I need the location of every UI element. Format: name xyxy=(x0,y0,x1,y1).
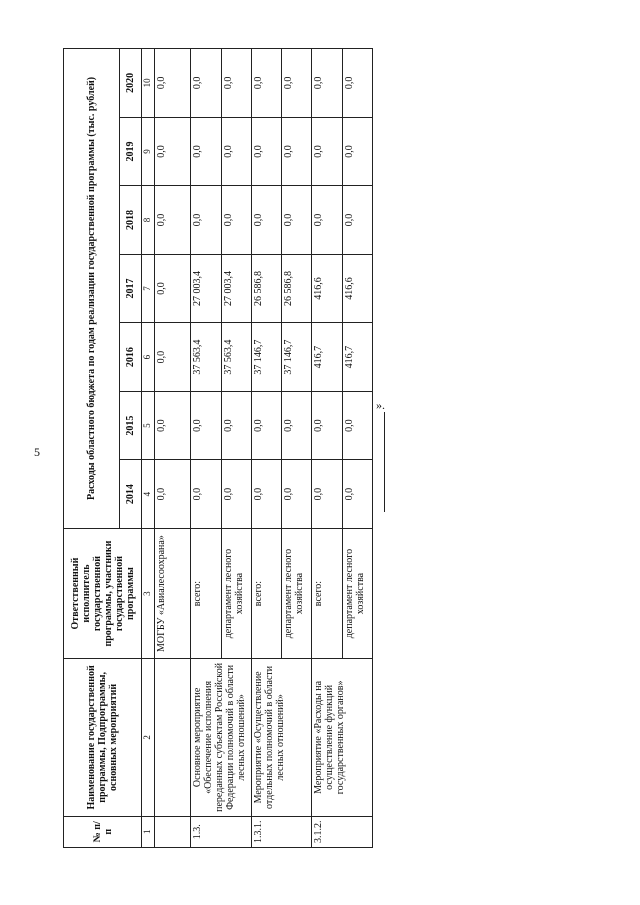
row-value: 416,6 xyxy=(312,254,342,323)
closing-mark: ». xyxy=(376,398,385,412)
row-value: 0,0 xyxy=(191,186,221,255)
index-cell: 10 xyxy=(142,49,155,118)
closing-line xyxy=(384,412,385,512)
row-value: 416,7 xyxy=(342,323,372,392)
header-year: 2016 xyxy=(120,323,142,392)
row-executor: всего: xyxy=(312,528,342,658)
row-value: 0,0 xyxy=(191,460,221,529)
row-value: 37 146,7 xyxy=(282,323,312,392)
index-row xyxy=(142,49,155,848)
header-year: 2017 xyxy=(120,254,142,323)
header-year: 2014 xyxy=(120,460,142,529)
header-executor: Ответственный исполнитель государственной программы, участники государственной программы xyxy=(64,528,142,658)
row-value: 0,0 xyxy=(251,460,281,529)
row-executor: МОГБУ «Авиалесоохрана» xyxy=(154,528,190,658)
row-value: 0,0 xyxy=(191,49,221,118)
row-value: 0,0 xyxy=(251,117,281,186)
row-value: 27 003,4 xyxy=(191,254,221,323)
row-value: 0,0 xyxy=(251,391,281,460)
row-value: 0,0 xyxy=(312,460,342,529)
index-cell: 1 xyxy=(142,816,155,847)
row-num: 1.3.1. xyxy=(251,816,312,847)
row-name: Мероприятие «Осуществление отдельных полномочий в области лесных отношений» xyxy=(251,659,312,816)
row-num: 3.1.2. xyxy=(312,816,373,847)
row-value: 0,0 xyxy=(342,460,372,529)
header-year: 2018 xyxy=(120,186,142,255)
row-value: 0,0 xyxy=(191,117,221,186)
row-value: 0,0 xyxy=(312,49,342,118)
index-cell: 6 xyxy=(142,323,155,392)
row-value: 0,0 xyxy=(312,186,342,255)
row-value: 416,7 xyxy=(312,323,342,392)
row-executor: департамент лесного хозяйства xyxy=(221,528,251,658)
rotated-table-container xyxy=(63,48,373,848)
row-value: 0,0 xyxy=(154,391,190,460)
header-year: 2019 xyxy=(120,117,142,186)
index-cell: 2 xyxy=(142,659,155,816)
row-value: 0,0 xyxy=(312,117,342,186)
row-value: 0,0 xyxy=(342,391,372,460)
row-value: 0,0 xyxy=(282,391,312,460)
row-value: 0,0 xyxy=(154,186,190,255)
row-value: 37 563,4 xyxy=(191,323,221,392)
header-year: 2015 xyxy=(120,391,142,460)
page-number: 5 xyxy=(34,445,40,459)
row-value: 0,0 xyxy=(221,460,251,529)
row-value: 0,0 xyxy=(282,49,312,118)
row-executor: департамент лесного хозяйства xyxy=(342,528,372,658)
row-value: 37 563,4 xyxy=(221,323,251,392)
header-expenses: Расходы областного бюджета по годам реализации государственной программы (тыс. рублей) xyxy=(64,49,120,529)
row-executor: всего: xyxy=(191,528,221,658)
row-value: 0,0 xyxy=(342,49,372,118)
index-cell: 3 xyxy=(142,528,155,658)
index-cell: 5 xyxy=(142,391,155,460)
header-name: Наименование государственной программы, Подпрограммы, основных мероприятий xyxy=(64,659,142,816)
row-value: 0,0 xyxy=(191,391,221,460)
row-value: 0,0 xyxy=(221,186,251,255)
row-value: 0,0 xyxy=(154,49,190,118)
row-value: 0,0 xyxy=(342,186,372,255)
row-name: Мероприятие «Расходы на осуществление функций государственных органов» xyxy=(312,659,373,816)
row-value: 0,0 xyxy=(154,117,190,186)
row-value: 0,0 xyxy=(282,460,312,529)
row-value: 26 586,8 xyxy=(282,254,312,323)
row-value: 0,0 xyxy=(154,460,190,529)
table-row xyxy=(191,49,221,848)
row-value: 0,0 xyxy=(342,117,372,186)
row-name: Основное мероприятие «Обеспечение исполнения переданных субъектам Российской Федерации полномочий в области лесных отношений» xyxy=(191,659,252,816)
row-value: 416,6 xyxy=(342,254,372,323)
row-value: 0,0 xyxy=(282,186,312,255)
row-value: 37 146,7 xyxy=(251,323,281,392)
row-executor: департамент лесного хозяйства xyxy=(282,528,312,658)
row-value: 0,0 xyxy=(221,117,251,186)
row-value: 0,0 xyxy=(154,323,190,392)
row-num xyxy=(154,816,190,847)
row-value: 0,0 xyxy=(312,391,342,460)
index-cell: 9 xyxy=(142,117,155,186)
budget-table xyxy=(63,48,373,848)
row-value: 0,0 xyxy=(251,49,281,118)
row-value: 27 003,4 xyxy=(221,254,251,323)
row-num: 1.3. xyxy=(191,816,252,847)
table-row xyxy=(251,49,281,848)
row-value: 0,0 xyxy=(251,186,281,255)
row-value: 0,0 xyxy=(154,254,190,323)
row-value: 0,0 xyxy=(221,49,251,118)
row-value: 0,0 xyxy=(221,391,251,460)
row-value: 0,0 xyxy=(282,117,312,186)
header-num: № п/п xyxy=(64,816,142,847)
table-row xyxy=(312,49,342,848)
row-value: 26 586,8 xyxy=(251,254,281,323)
index-cell: 7 xyxy=(142,254,155,323)
table-row xyxy=(154,49,190,848)
row-executor: всего: xyxy=(251,528,281,658)
index-cell: 4 xyxy=(142,460,155,529)
row-name xyxy=(154,659,190,816)
index-cell: 8 xyxy=(142,186,155,255)
header-year: 2020 xyxy=(120,49,142,118)
